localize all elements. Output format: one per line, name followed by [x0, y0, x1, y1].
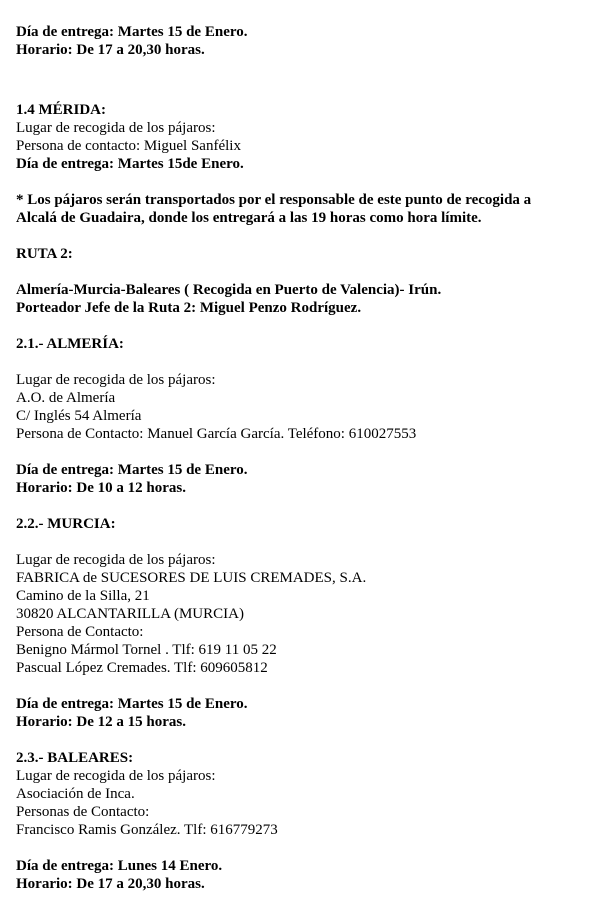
murcia-direccion-2: 30820 ALCANTARILLA (MURCIA) [16, 606, 244, 622]
merida-contacto: Persona de contacto: Miguel Sanfélix [16, 138, 241, 154]
ruta2-line-1: Almería-Murcia-Baleares ( Recogida en Puerto de Valencia)- Irún. [16, 282, 442, 298]
horario-line: Horario: De 17 a 20,30 horas. [16, 42, 205, 58]
baleares-entrega: Día de entrega: Lunes 14 Enero. [16, 858, 223, 874]
ruta2-heading: RUTA 2: [16, 246, 73, 262]
murcia-contacto-2: Pascual López Cremades. Tlf: 609605812 [16, 660, 268, 676]
baleares-nombre: Asociación de Inca. [16, 786, 135, 802]
merida-entrega: Día de entrega: Martes 15de Enero. [16, 156, 244, 172]
entrega-line: Día de entrega: Martes 15 de Enero. [16, 24, 248, 40]
baleares-heading: 2.3.- BALEARES: [16, 750, 134, 766]
murcia-lugar: Lugar de recogida de los pájaros: [16, 552, 216, 568]
baleares-lugar: Lugar de recogida de los pájaros: [16, 768, 216, 784]
murcia-heading: 2.2.- MURCIA: [16, 516, 116, 532]
ruta2-line-2: Porteador Jefe de la Ruta 2: Miguel Penzo Rodríguez. [16, 300, 362, 316]
almeria-entrega: Día de entrega: Martes 15 de Enero. [16, 462, 248, 478]
murcia-entrega: Día de entrega: Martes 15 de Enero. [16, 696, 248, 712]
murcia-contacto-label: Persona de Contacto: [16, 624, 144, 640]
document-page [16, 23, 586, 893]
baleares-contacto-1: Francisco Ramis González. Tlf: 616779273 [16, 822, 278, 838]
murcia-horario: Horario: De 12 a 15 horas. [16, 714, 186, 730]
merida-heading: 1.4 MÉRIDA: [16, 102, 106, 118]
almeria-nombre: A.O. de Almería [16, 390, 116, 406]
nota-line-2: Alcalá de Guadaira, donde los entregará a las 19 horas como hora límite. [16, 210, 482, 226]
murcia-nombre: FABRICA de SUCESORES DE LUIS CREMADES, S.A. [16, 570, 367, 586]
merida-lugar: Lugar de recogida de los pájaros: [16, 120, 216, 136]
murcia-contacto-1: Benigno Mármol Tornel . Tlf: 619 11 05 22 [16, 642, 277, 658]
baleares-horario: Horario: De 17 a 20,30 horas. [16, 876, 205, 892]
almeria-heading: 2.1.- ALMERÍA: [16, 336, 124, 352]
nota-line-1: * Los pájaros serán transportados por el responsable de este punto de recogida a [16, 192, 532, 208]
almeria-contacto: Persona de Contacto: Manuel García García. Teléfono: 610027553 [16, 426, 417, 442]
almeria-horario: Horario: De 10 a 12 horas. [16, 480, 186, 496]
baleares-contacto-label: Personas de Contacto: [16, 804, 150, 820]
almeria-direccion: C/ Inglés 54 Almería [16, 408, 142, 424]
almeria-lugar: Lugar de recogida de los pájaros: [16, 372, 216, 388]
murcia-direccion-1: Camino de la Silla, 21 [16, 588, 150, 604]
